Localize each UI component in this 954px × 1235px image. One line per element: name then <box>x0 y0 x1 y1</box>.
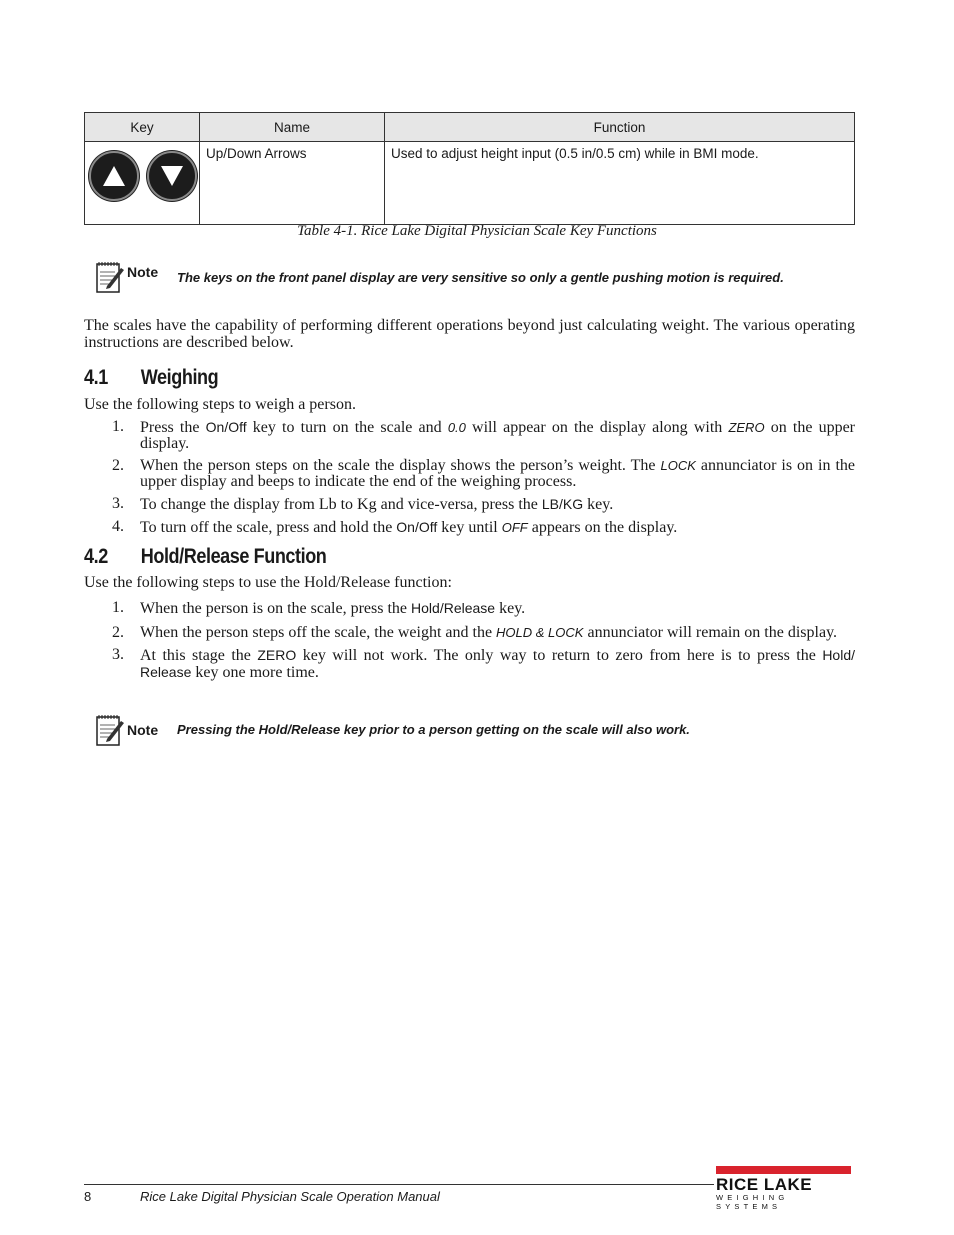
note-1 <box>95 260 784 294</box>
note-label: Note <box>127 264 159 280</box>
key-cell <box>85 142 200 225</box>
footer-divider <box>84 1184 714 1185</box>
list-item: 3. At this stage the ZERO key will not work. The only way to return to zero from here is to press the Hold/ Release key one more time. <box>112 646 855 681</box>
list-item: 2. When the person steps off the scale, the weight and the HOLD & LOCK annunciator will remain on the display. <box>112 624 838 641</box>
logo-red-bar <box>716 1166 851 1174</box>
table-row <box>85 142 855 225</box>
footer-title: Rice Lake Digital Physician Scale Operation Manual <box>140 1189 440 1204</box>
up-arrow-icon <box>89 151 139 201</box>
section-title: Hold/Release Function <box>140 545 327 568</box>
name-cell: Up/Down Arrows <box>200 142 385 225</box>
list-item: 4. To turn off the scale, press and hold the On/Off key until OFF appears on the display. <box>112 518 678 536</box>
header-function: Function <box>385 113 855 142</box>
table-header-row <box>85 113 855 142</box>
key-functions-table <box>84 112 855 225</box>
section-heading-hold-release <box>84 545 326 569</box>
header-key: Key <box>85 113 200 142</box>
section-title: Weighing <box>140 366 219 389</box>
section-number: 4.1 <box>84 366 108 389</box>
logo-main-text: RICE LAKE <box>716 1175 813 1194</box>
list-item: 1. Press the On/Off key to turn on the scale and 0.0 will appear on the display along with ZERO on the upper display. <box>112 418 856 452</box>
list-item: 1. When the person is on the scale, press the Hold/Release key. <box>112 599 526 617</box>
list-item: 2. When the person steps on the scale the display shows the person’s weight. The LOCK annunciator is on in the upper display and beeps to indicate the end of the weighing process. <box>112 457 855 490</box>
note-icon <box>95 260 127 294</box>
weighing-steps <box>84 419 855 536</box>
intro-paragraph: The scales have the capability of performing different operations beyond just calculating weight. The various operating instructions are described below. <box>84 317 855 351</box>
page-number: 8 <box>84 1189 92 1204</box>
note-2 <box>95 713 690 747</box>
note-icon <box>95 713 127 747</box>
logo-sub-text: WEIGHING SYSTEMS <box>716 1193 789 1211</box>
section-lead: Use the following steps to use the Hold/Release function: <box>84 574 452 591</box>
section-lead: Use the following steps to weigh a person. <box>84 396 356 413</box>
note-label: Note <box>127 722 159 738</box>
section-heading-weighing <box>84 366 218 390</box>
rice-lake-logo <box>716 1166 854 1211</box>
table-caption: Table 4-1. Rice Lake Digital Physician Scale Key Functions <box>297 223 657 239</box>
section-number: 4.2 <box>84 545 108 568</box>
header-name: Name <box>200 113 385 142</box>
note-text: The keys on the front panel display are very sensitive so only a gentle pushing motion is required. <box>177 270 784 285</box>
down-arrow-icon <box>147 151 197 201</box>
note-text: Pressing the Hold/Release key prior to a person getting on the scale will also work. <box>177 722 690 737</box>
function-cell: Used to adjust height input (0.5 in/0.5 cm) while in BMI mode. <box>385 142 855 225</box>
hold-release-steps <box>84 600 855 681</box>
list-item: 3. To change the display from Lb to Kg and vice-versa, press the LB/KG key. <box>112 495 614 513</box>
